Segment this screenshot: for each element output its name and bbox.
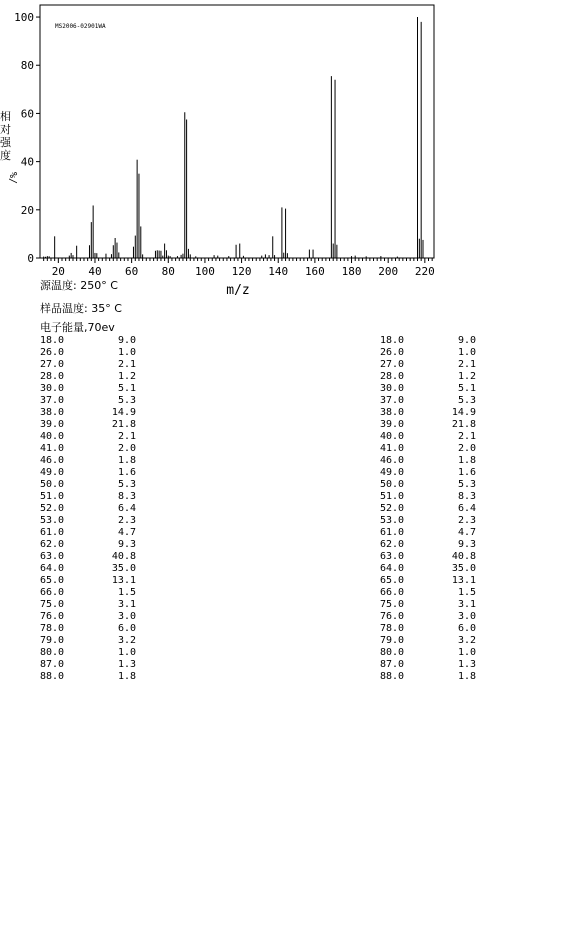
peak-intensity-value: 5.3: [117, 479, 136, 490]
peak-table-row: [380, 335, 480, 347]
peak-intensity-value: 6.4: [117, 503, 136, 514]
peak-mz-value: 88.0: [380, 671, 405, 682]
peak-table-row: [380, 587, 480, 599]
y-axis-label: [0, 109, 18, 184]
peak-mz-value: 80.0: [40, 647, 65, 658]
peak-table-row: [40, 371, 140, 383]
y-axis-label-unit: %/: [7, 172, 18, 185]
y-tick-label: 100: [14, 11, 34, 25]
peak-table-row: [380, 671, 480, 683]
x-tick-label: 120: [231, 265, 252, 278]
peak-intensity-value: 5.3: [457, 479, 476, 490]
peak-mz-value: 26.0: [380, 347, 405, 358]
peak-table-row: [40, 335, 140, 347]
peak-table-row: [380, 383, 480, 395]
peak-intensity-value: 1.6: [117, 467, 136, 478]
peak-table-row: [380, 347, 480, 359]
peak-intensity-value: 14.9: [111, 407, 136, 418]
peak-table-row: [380, 623, 480, 635]
peak-table-row: [40, 347, 140, 359]
peak-intensity-value: 1.2: [117, 371, 136, 382]
peak-table-row: [380, 527, 480, 539]
electron-energy: 电子能量,70ev: [40, 321, 115, 334]
peak-table-row: [380, 395, 480, 407]
peak-intensity-value: 5.1: [117, 383, 136, 394]
peak-intensity-value: 8.3: [457, 491, 476, 502]
x-tick-label: 140: [268, 265, 289, 278]
peak-mz-value: 18.0: [380, 335, 405, 346]
x-tick-label: 160: [304, 265, 325, 278]
peak-mz-value: 65.0: [380, 575, 405, 586]
peak-table-row: [380, 371, 480, 383]
peak-intensity-value: 9.0: [457, 335, 476, 346]
peak-table-row: [380, 491, 480, 503]
peak-table-row: [380, 659, 480, 671]
x-tick-label: 80: [161, 265, 175, 278]
peak-mz-value: 51.0: [380, 491, 405, 502]
peak-mz-value: 49.0: [40, 467, 65, 478]
peak-mz-value: 39.0: [40, 419, 65, 430]
peak-table-left: [40, 335, 140, 683]
peak-mz-value: 37.0: [40, 395, 65, 406]
peak-intensity-value: 1.0: [117, 647, 136, 658]
peak-mz-value: 63.0: [40, 551, 65, 562]
peak-intensity-value: 2.1: [457, 359, 476, 370]
peak-table-row: [40, 551, 140, 563]
peak-table-row: [380, 467, 480, 479]
peak-mz-value: 27.0: [380, 359, 405, 370]
peak-table-row: [40, 635, 140, 647]
peak-table-row: [40, 563, 140, 575]
peak-intensity-value: 2.1: [117, 431, 136, 442]
peak-table-row: [380, 443, 480, 455]
peak-mz-value: 78.0: [380, 623, 405, 634]
peak-intensity-value: 1.8: [457, 455, 476, 466]
peak-mz-value: 61.0: [40, 527, 65, 538]
peak-mz-value: 46.0: [380, 455, 405, 466]
peak-mz-value: 78.0: [40, 623, 65, 634]
peak-mz-value: 62.0: [40, 539, 65, 550]
peak-table-row: [40, 503, 140, 515]
peak-mz-value: 80.0: [380, 647, 405, 658]
x-axis-label: m/z: [226, 283, 250, 298]
spectrum-peaks: [44, 17, 423, 258]
peak-table-row: [380, 359, 480, 371]
peak-mz-value: 53.0: [380, 515, 405, 526]
peak-intensity-value: 9.3: [457, 539, 476, 550]
peak-table-row: [380, 431, 480, 443]
peak-intensity-value: 6.0: [457, 623, 476, 634]
peak-mz-value: 79.0: [40, 635, 65, 646]
peak-intensity-value: 35.0: [111, 563, 136, 574]
peak-mz-value: 62.0: [380, 539, 405, 550]
peak-mz-value: 87.0: [40, 659, 65, 670]
y-axis-label-char-2: 对: [0, 123, 11, 136]
x-tick-label: 100: [194, 265, 215, 278]
peak-mz-value: 76.0: [380, 611, 405, 622]
peak-table-row: [40, 443, 140, 455]
peak-intensity-value: 1.0: [457, 647, 476, 658]
peak-intensity-value: 1.5: [117, 587, 136, 598]
peak-mz-value: 63.0: [380, 551, 405, 562]
peak-intensity-value: 1.0: [117, 347, 136, 358]
peak-mz-value: 40.0: [40, 431, 65, 442]
peak-mz-value: 38.0: [40, 407, 65, 418]
peak-table-row: [380, 455, 480, 467]
peak-table-row: [40, 491, 140, 503]
peak-mz-value: 51.0: [40, 491, 65, 502]
peak-intensity-value: 9.0: [117, 335, 136, 346]
peak-mz-value: 40.0: [380, 431, 405, 442]
peak-intensity-value: 3.0: [457, 611, 476, 622]
peak-intensity-value: 1.8: [117, 455, 136, 466]
peak-mz-value: 28.0: [40, 371, 65, 382]
peak-intensity-value: 2.0: [117, 443, 136, 454]
peak-intensity-value: 2.3: [117, 515, 136, 526]
peak-table-row: [380, 407, 480, 419]
peak-mz-value: 75.0: [380, 599, 405, 610]
peak-table-row: [380, 479, 480, 491]
peak-intensity-value: 9.3: [117, 539, 136, 550]
peak-table-row: [380, 611, 480, 623]
peak-mz-value: 52.0: [40, 503, 65, 514]
peak-intensity-value: 1.2: [457, 371, 476, 382]
peak-table-row: [40, 587, 140, 599]
peak-table-row: [40, 647, 140, 659]
y-tick-label: 60: [20, 107, 34, 121]
peak-mz-value: 46.0: [40, 455, 65, 466]
peak-intensity-value: 21.8: [451, 419, 476, 430]
peak-intensity-value: 2.3: [457, 515, 476, 526]
sample-temperature: 样品温度: 35° C: [40, 302, 122, 315]
mass-spectrum-chart: [0, 0, 440, 300]
peak-mz-value: 50.0: [380, 479, 405, 490]
y-axis-label-char-1: 相: [0, 110, 11, 123]
peak-mz-value: 38.0: [380, 407, 405, 418]
peak-intensity-value: 2.1: [457, 431, 476, 442]
peak-intensity-value: 3.0: [117, 611, 136, 622]
y-axis-label-char-4: 度: [0, 149, 11, 162]
peak-mz-value: 79.0: [380, 635, 405, 646]
peak-table-row: [380, 647, 480, 659]
peak-mz-value: 87.0: [380, 659, 405, 670]
x-tick-label: 180: [341, 265, 362, 278]
source-temperature: 源温度: 250° C: [40, 279, 118, 292]
peak-mz-value: 50.0: [40, 479, 65, 490]
peak-mz-value: 64.0: [380, 563, 405, 574]
peak-intensity-value: 1.0: [457, 347, 476, 358]
y-tick-label: 40: [20, 155, 34, 169]
peak-table-row: [40, 431, 140, 443]
peak-mz-value: 41.0: [380, 443, 405, 454]
x-tick-label: 20: [51, 265, 65, 278]
peak-intensity-value: 1.8: [117, 671, 136, 682]
peak-table-row: [40, 455, 140, 467]
peak-intensity-value: 4.7: [457, 527, 476, 538]
peak-table-row: [380, 599, 480, 611]
peak-mz-value: 30.0: [380, 383, 405, 394]
peak-mz-value: 41.0: [40, 443, 65, 454]
spectrum-id-label: MS2006-02901WA: [55, 23, 106, 30]
peak-table-row: [380, 503, 480, 515]
peak-intensity-value: 21.8: [111, 419, 136, 430]
peak-table-row: [40, 611, 140, 623]
peak-table-row: [40, 383, 140, 395]
peak-intensity-value: 5.1: [457, 383, 476, 394]
peak-mz-value: 53.0: [40, 515, 65, 526]
peak-mz-value: 28.0: [380, 371, 405, 382]
peak-intensity-value: 1.5: [457, 587, 476, 598]
peak-intensity-value: 6.4: [457, 503, 476, 514]
peak-mz-value: 27.0: [40, 359, 65, 370]
peak-intensity-value: 3.1: [117, 599, 136, 610]
peak-table-row: [40, 359, 140, 371]
peak-table-row: [40, 395, 140, 407]
x-tick-label: 60: [125, 265, 139, 278]
peak-intensity-value: 3.2: [457, 635, 476, 646]
peak-table-row: [40, 575, 140, 587]
peak-mz-value: 65.0: [40, 575, 65, 586]
peak-intensity-value: 5.3: [457, 395, 476, 406]
peak-table-row: [380, 563, 480, 575]
peak-table-row: [40, 539, 140, 551]
x-tick-label: 40: [88, 265, 102, 278]
peak-table-row: [40, 467, 140, 479]
peak-intensity-value: 2.0: [457, 443, 476, 454]
peak-mz-value: 26.0: [40, 347, 65, 358]
peak-intensity-value: 3.1: [457, 599, 476, 610]
peak-table-row: [40, 659, 140, 671]
peak-table-row: [40, 599, 140, 611]
peak-intensity-value: 35.0: [451, 563, 476, 574]
peak-intensity-value: 2.1: [117, 359, 136, 370]
peak-intensity-value: 5.3: [117, 395, 136, 406]
peak-intensity-value: 1.6: [457, 467, 476, 478]
peak-intensity-value: 3.2: [117, 635, 136, 646]
peak-intensity-value: 8.3: [117, 491, 136, 502]
y-axis-label-char-3: 强: [0, 136, 11, 149]
peak-intensity-value: 40.8: [111, 551, 136, 562]
peak-intensity-value: 40.8: [451, 551, 476, 562]
peak-mz-value: 61.0: [380, 527, 405, 538]
peak-intensity-value: 1.8: [457, 671, 476, 682]
peak-mz-value: 37.0: [380, 395, 405, 406]
peak-table-row: [40, 527, 140, 539]
peak-intensity-value: 13.1: [451, 575, 476, 586]
y-tick-label: 0: [27, 252, 34, 265]
peak-mz-value: 75.0: [40, 599, 65, 610]
peak-intensity-value: 6.0: [117, 623, 136, 634]
x-tick-label: 220: [414, 265, 435, 278]
peak-table-row: [380, 575, 480, 587]
peak-mz-value: 76.0: [40, 611, 65, 622]
peak-mz-value: 39.0: [380, 419, 405, 430]
peak-table-row: [380, 551, 480, 563]
peak-table-row: [40, 515, 140, 527]
peak-table-row: [40, 479, 140, 491]
peak-table-row: [40, 623, 140, 635]
peak-table-row: [380, 539, 480, 551]
peak-table-right: [380, 335, 480, 683]
peak-intensity-value: 14.9: [451, 407, 476, 418]
peak-mz-value: 18.0: [40, 335, 65, 346]
y-tick-label: 80: [20, 59, 34, 73]
peak-intensity-value: 4.7: [117, 527, 136, 538]
peak-table-row: [380, 515, 480, 527]
peak-intensity-value: 1.3: [457, 659, 476, 670]
peak-mz-value: 66.0: [380, 587, 405, 598]
peak-mz-value: 88.0: [40, 671, 65, 682]
peak-mz-value: 49.0: [380, 467, 405, 478]
x-axis-ticks: [44, 258, 435, 278]
y-axis-ticks: [14, 11, 40, 265]
peak-table-row: [380, 419, 480, 431]
peak-table-row: [380, 635, 480, 647]
peak-mz-value: 30.0: [40, 383, 65, 394]
peak-mz-value: 66.0: [40, 587, 65, 598]
peak-table-row: [40, 419, 140, 431]
plot-frame: [40, 5, 434, 258]
peak-table-row: [40, 671, 140, 683]
peak-mz-value: 52.0: [380, 503, 405, 514]
peak-mz-value: 64.0: [40, 563, 65, 574]
peak-intensity-value: 13.1: [111, 575, 136, 586]
x-tick-label: 200: [378, 265, 399, 278]
y-tick-label: 20: [20, 203, 34, 217]
peak-table-row: [40, 407, 140, 419]
peak-intensity-value: 1.3: [117, 659, 136, 670]
